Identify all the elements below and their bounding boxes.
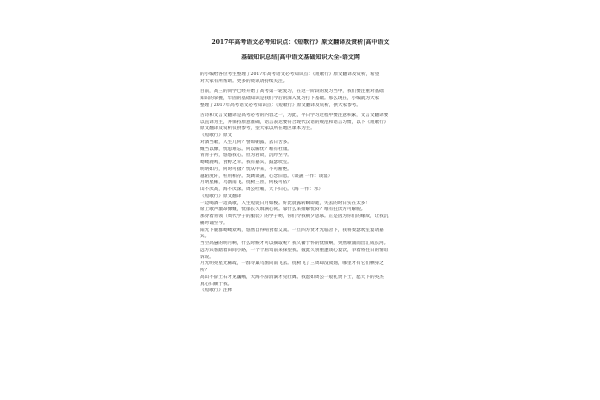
text-line: 原文翻译及赏析仅供参考，望大家以所在地区课本为主。 <box>200 126 315 132</box>
text-line: 痛吟诵至今。 <box>200 220 228 226</box>
text-line: 目前，高三的同学已经开始了高考第一轮复习，在这一阶段的复习当中，我们要注重对基础 <box>200 89 384 94</box>
text-line: 明明如月，何时可掇？忧从中来，不可断绝。 <box>200 166 292 172</box>
text-line: 的小编给各位考生整理了2017年高考语文必考知识点：《短歌行》原文翻译及赏析，希望 <box>200 72 380 77</box>
text-line: 慨当以慷，忧思难忘。何以解忧？唯有杜康。 <box>200 146 292 152</box>
text-line: 月光明亮星光稀疏，一群寻巢乌鹊向南飞去。绕树飞了三周却没敛翅，哪里才有它们栖身之 <box>200 261 384 267</box>
text-line: 阳光下鹿群呦呦欢鸣，悠然自得啃食着艾蒿。一旦四方贤才光临舍下，我将奏瑟吹笙宴请嘉 <box>200 227 384 233</box>
text-line: 一边喝酒一边高歌，人生短促日月如梭。好比晨露转瞬即逝，失去的时日实在太多！ <box>200 200 370 206</box>
text-line: 真心归顺于我。 <box>200 281 233 287</box>
text-line: 宾。 <box>200 234 210 240</box>
page-title-line-2: 基础知识总结|高中语文基础知识大全-语文网 <box>241 54 360 61</box>
text-line: 所？ <box>200 268 210 273</box>
text-line: 整理了2017年高考语文必考知识点：《短歌行》原文翻译及赏析，供大家参考。 <box>200 102 361 108</box>
text-line: 那穿着青领（周代学子的服装）的学子哟，你们令我朝夕思慕。正是因为你们的缘故，让我沉 <box>200 214 389 219</box>
text-line: 青青子衿，悠悠我心。但为君故，沉吟至今。 <box>200 153 292 159</box>
article-body <box>200 72 405 397</box>
page-title-line-1: 2017年高考语文必考知识点：《短歌行》原文翻译及赏析|高中语文 <box>211 39 390 46</box>
text-line: 以直译为主，并保持原意准确，语言表达要符合现代汉语的规范和语言习惯，以下《短歌行》 <box>200 119 389 125</box>
text-line: 《短歌行》注释 <box>200 288 233 294</box>
text-line: 呦呦鹿鸣，食野之苹。我有嘉宾，鼓瑟吹笙。 <box>200 160 292 165</box>
text-line: 高山不辞土石才见巍峨，大海不辞涓滴才见壮阔。我愿如周公一般礼贤下士，愿天下的英杰 <box>200 274 384 280</box>
text-line: 对酒当歌，人生几何？譬如朝露，去日苦多。 <box>200 139 292 145</box>
text-line: 远方宾客踏着田间小路，一个个屈驾前来探望我。彼此久别重逢谈心宴饮，争着将往日的情谊 <box>200 247 389 253</box>
text-line: 《短歌行》原文 <box>200 133 233 138</box>
text-line: 知识的掌握，牢固的基础知识是我们今后的深入复习打下基础。那么现在，小编就为大家 <box>200 95 380 101</box>
text-line: 诉说。 <box>200 254 214 260</box>
text-line: 当空高悬的明月啊，什么时候才可以摘取呢？我久蓄于怀的忧愤啊，突然喷涌而出汇成长河。 <box>200 241 389 246</box>
text-line: 古诗和文言文翻译是高考必考的内容之一，为此，平日学习过程中要注意积累，文言文翻译要 <box>200 112 389 118</box>
text-line: 山不厌高，海不厌深。周公吐哺，天下归心。（海 一作：水） <box>200 187 324 192</box>
text-line: 越陌度阡，枉用相存。契阔谈讌，心念旧恩。（谈讌 一作：谈宴） <box>200 173 333 179</box>
text-line: 《短歌行》原文翻译 <box>200 193 242 199</box>
text-line: 席上歌声激昂慷慨，忧郁长久填满心窝。靠什么来排解忧闷？唯有狂饮方可解脱。 <box>200 207 366 213</box>
text-line: 月明星稀，乌鹊南飞。绕树三匝，何枝可依？ <box>200 180 292 186</box>
text-line: 对大家有所帮助。更多的资讯请持续关注。 <box>200 78 288 84</box>
